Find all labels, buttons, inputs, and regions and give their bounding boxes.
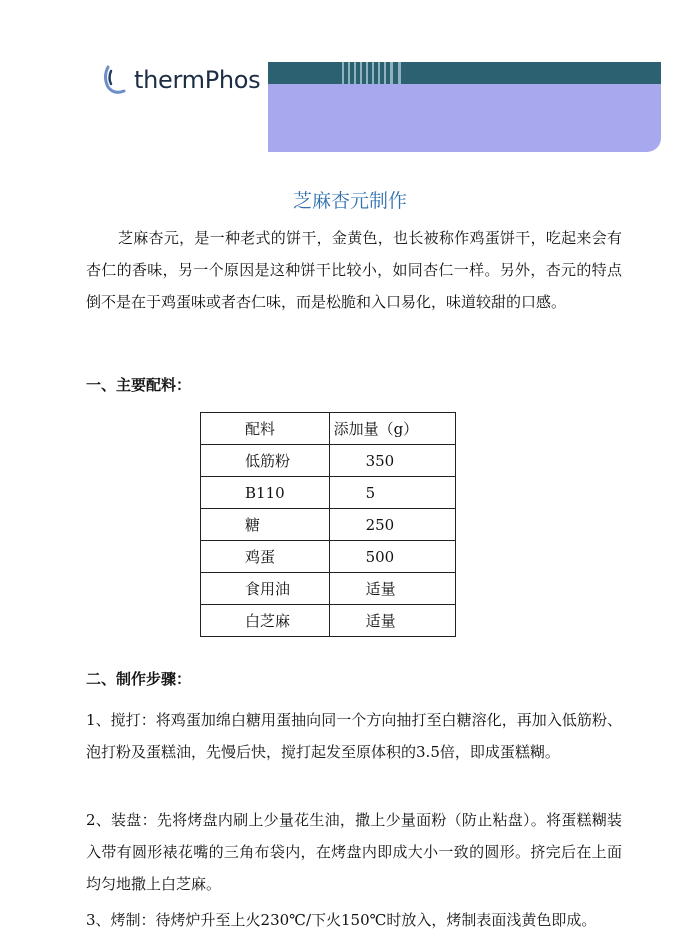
step-paragraph: 3、烤制：待烤炉升至上火230℃/下火150℃时放入，烤制表面浅黄色即成。 (86, 911, 597, 929)
table-cell: 5 (329, 477, 455, 509)
table-cell: 350 (329, 445, 455, 477)
logo-swirl-icon (102, 63, 128, 97)
table-row (201, 445, 456, 477)
section-heading-ingredients: 一、主要配料： (86, 376, 192, 394)
table-cell: 食用油 (201, 573, 330, 605)
header-band (268, 62, 661, 84)
table-cell: 鸡蛋 (201, 541, 330, 573)
logo-text: thermPhos (134, 66, 261, 94)
step-paragraph: 1、搅打：将鸡蛋加绵白糖用蛋抽向同一个方向抽打至白糖溶化，再加入低筋粉、泡打粉及蛋糕油，先慢后快，搅打起发至原体积的3.5倍，即成蛋糕糊。 (86, 711, 622, 761)
table-cell: 250 (329, 509, 455, 541)
intro-paragraph: 芝麻杏元，是一种老式的饼干，金黄色，也长被称作鸡蛋饼干，吃起来会有杏仁的香味，另一个原因是这种饼干比较小，如同杏仁一样。另外，杏元的特点倒不是在于鸡蛋味或者杏仁味，而是松脆和入口易化，味道较甜的口感。 (86, 229, 622, 311)
step-paragraph: 2、装盘：先将烤盘内刷上少量花生油，撒上少量面粉（防止粘盘）。将蛋糕糊装入带有圆形裱花嘴的三角布袋内，在烤盘内即成大小一致的圆形。挤完后在上面均匀地撒上白芝麻。 (86, 811, 622, 893)
table-header: 添加量（g） (329, 413, 455, 445)
document-title: 芝麻杏元制作 (292, 190, 407, 212)
table-row (201, 605, 456, 637)
ingredients-table (200, 412, 456, 637)
table-cell: B110 (201, 477, 330, 509)
table-row (201, 477, 456, 509)
table-cell: 500 (329, 541, 455, 573)
header-banner (268, 84, 661, 152)
table-cell: 糖 (201, 509, 330, 541)
table-row (201, 541, 456, 573)
table-cell: 适量 (329, 573, 455, 605)
table-cell: 低筋粉 (201, 445, 330, 477)
table-cell: 白芝麻 (201, 605, 330, 637)
table-cell: 适量 (329, 605, 455, 637)
table-row (201, 573, 456, 605)
logo (102, 60, 260, 100)
table-row (201, 509, 456, 541)
section-heading-steps: 二、制作步骤： (86, 670, 192, 688)
table-header: 配料 (201, 413, 330, 445)
table-header-row (201, 413, 456, 445)
